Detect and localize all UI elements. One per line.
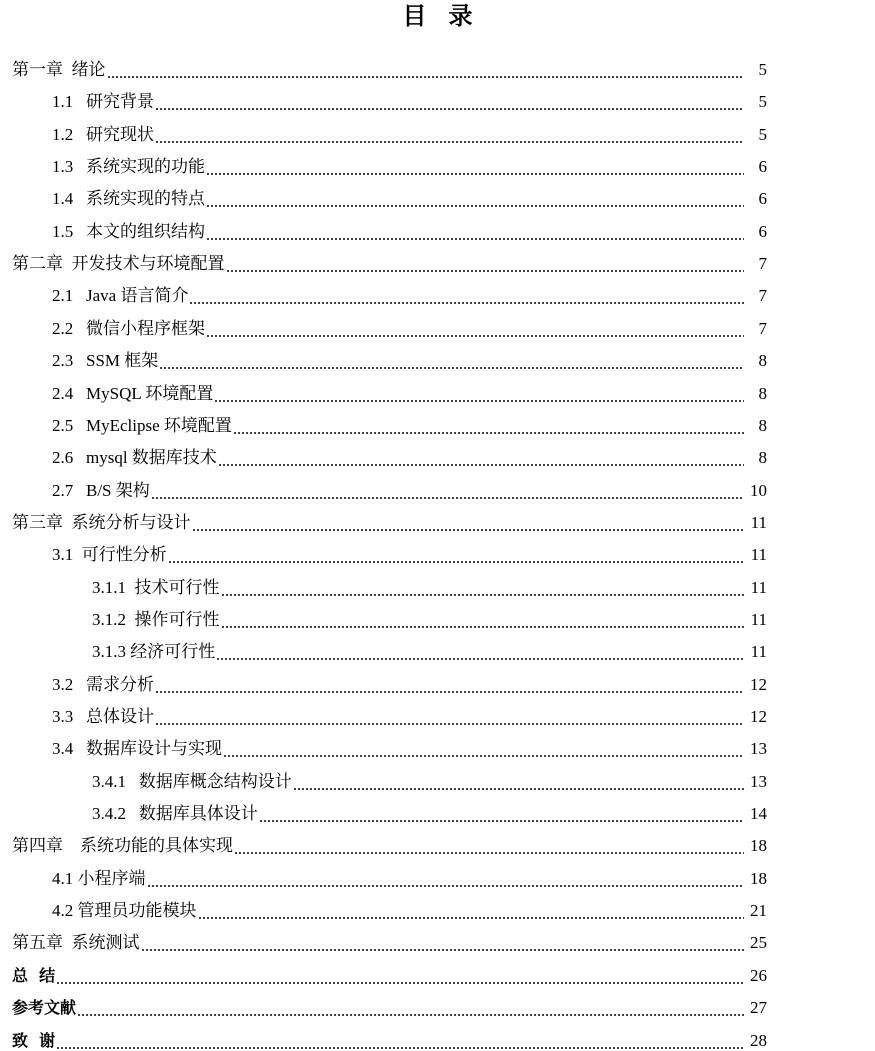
toc-entry[interactable] [12, 889, 767, 921]
toc-entry-page: 18 [750, 868, 767, 888]
toc-entry-label: 致 谢 [12, 1030, 56, 1050]
toc-entry-page: 10 [750, 480, 767, 500]
toc-entry-label: 2.5 MyEclipse 环境配置 [52, 415, 232, 435]
toc-entry[interactable] [12, 177, 767, 209]
toc-entry-label: 第四章 系统功能的具体实现 [12, 836, 233, 856]
dot-leader [216, 642, 744, 662]
toc-entry-label: 第一章 绪论 [12, 60, 106, 79]
toc-entry[interactable] [12, 339, 767, 371]
toc-entry-page: 11 [750, 512, 767, 532]
toc-entry[interactable] [12, 372, 767, 404]
toc-entry-label: 1.2 研究现状 [52, 124, 154, 144]
dot-leader [155, 707, 744, 727]
toc-entry-page: 11 [750, 577, 767, 597]
toc-entry-label: 2.3 SSM 框架 [52, 351, 159, 371]
toc-entry-label: 1.1 研究背景 [52, 92, 154, 112]
toc-entry-page: 8 [758, 448, 767, 468]
toc-entry[interactable] [12, 533, 767, 565]
toc-entry-page: 21 [750, 901, 767, 921]
toc-entry[interactable] [12, 598, 767, 630]
dot-leader [218, 448, 744, 468]
toc-entry[interactable] [12, 857, 767, 889]
toc-entry-page: 18 [750, 836, 767, 856]
dot-leader [107, 60, 745, 80]
toc-entry[interactable] [12, 986, 767, 1018]
toc-entry-page: 25 [750, 933, 767, 953]
toc-entry-label: 第五章 系统测试 [12, 933, 140, 953]
toc-entry[interactable] [12, 307, 767, 339]
toc-entry-label: 参考文献 [12, 998, 77, 1018]
dot-leader [168, 545, 744, 565]
dot-leader [214, 384, 744, 404]
dot-leader [56, 966, 744, 986]
toc-entry[interactable] [12, 242, 767, 274]
dot-leader [56, 1031, 744, 1051]
dot-leader [159, 351, 744, 371]
dot-leader [206, 189, 744, 209]
toc-entry-page: 12 [750, 707, 767, 726]
dot-leader [293, 772, 744, 792]
toc-entry[interactable] [12, 954, 767, 986]
toc-entry-page: 11 [750, 642, 767, 662]
dot-leader [259, 804, 744, 824]
toc-entry-page: 11 [750, 545, 767, 565]
dot-leader [189, 286, 744, 306]
toc-entry-label: 2.2 微信小程序框架 [52, 318, 205, 338]
dot-leader [155, 125, 744, 145]
toc-entry-page: 26 [750, 965, 767, 985]
toc-entry[interactable] [12, 501, 767, 533]
toc-entry-label: 4.2 管理员功能模块 [52, 901, 197, 921]
toc-entry-label: 4.1 小程序端 [52, 868, 146, 888]
toc-entry-page: 5 [758, 92, 767, 112]
toc-entry-label: 2.6 mysql 数据库技术 [52, 448, 217, 468]
dot-leader [77, 998, 744, 1018]
dot-leader [221, 578, 745, 598]
toc-entry-page: 7 [758, 286, 767, 306]
toc-entry[interactable] [12, 145, 767, 177]
dot-leader [206, 222, 744, 242]
dot-leader [151, 481, 744, 501]
dot-leader [233, 416, 744, 436]
dot-leader [234, 836, 744, 856]
toc-entry-label: 总 结 [12, 965, 56, 985]
toc-entry-page: 8 [758, 415, 767, 435]
toc-entry-label: 2.1 Java 语言简介 [52, 286, 189, 306]
dot-leader [155, 92, 744, 112]
toc-entry[interactable] [12, 436, 767, 468]
toc-entry-page: 13 [750, 771, 767, 791]
toc-entry-page: 12 [750, 674, 767, 694]
dot-leader [221, 610, 745, 630]
toc-entry-label: 2.7 B/S 架构 [52, 480, 150, 500]
dot-leader [198, 901, 745, 921]
dot-leader [226, 254, 745, 274]
toc-entry[interactable] [12, 921, 767, 953]
toc-entry[interactable] [12, 274, 767, 306]
toc-entry-label: 3.4.2 数据库具体设计 [92, 804, 258, 824]
toc-title: 目 录 [402, 4, 481, 30]
dot-leader [155, 675, 744, 695]
toc-entry-page: 11 [750, 609, 767, 629]
toc-entry[interactable] [12, 404, 767, 436]
toc-entry-label: 1.4 系统实现的特点 [52, 189, 205, 209]
toc-entry[interactable] [12, 80, 767, 112]
dot-leader [147, 869, 745, 889]
toc-entry-label: 3.1.2 操作可行性 [92, 609, 220, 629]
dot-leader [223, 739, 744, 759]
dot-leader [206, 319, 744, 339]
toc-entry-page: 7 [758, 254, 767, 274]
toc-entry[interactable] [12, 113, 767, 145]
toc-entry[interactable] [12, 792, 767, 824]
toc-entry-page: 27 [750, 998, 767, 1018]
toc-entry-page: 14 [750, 804, 767, 824]
toc-entry[interactable] [12, 210, 767, 242]
toc-entry-page: 5 [758, 60, 767, 79]
toc-entry-label: 3.4 数据库设计与实现 [52, 739, 222, 759]
toc-entry[interactable] [12, 727, 767, 759]
toc-entry-page: 6 [758, 189, 767, 209]
toc-entry-label: 3.2 需求分析 [52, 674, 154, 694]
toc-entry[interactable] [12, 48, 767, 80]
toc-entry-label: 第三章 系统分析与设计 [12, 512, 191, 532]
toc-entry-label: 第二章 开发技术与环境配置 [12, 254, 225, 274]
dot-leader [141, 933, 745, 953]
toc-entry[interactable] [12, 1019, 767, 1051]
toc-entry[interactable] [12, 760, 767, 792]
toc-entry[interactable] [12, 566, 767, 598]
toc-entry-page: 6 [758, 157, 767, 177]
toc-entry[interactable] [12, 695, 767, 727]
toc-entry-label: 3.1.1 技术可行性 [92, 577, 220, 597]
toc-entry-label: 3.1 可行性分析 [52, 545, 167, 565]
toc-entry-label: 3.3 总体设计 [52, 707, 154, 726]
toc-entry[interactable] [12, 824, 767, 856]
toc-entry-page: 8 [758, 351, 767, 371]
toc-entry-page: 28 [750, 1030, 767, 1050]
toc-entry-label: 1.3 系统实现的功能 [52, 157, 205, 177]
toc-entry-page: 13 [750, 739, 767, 759]
toc-entry-label: 3.4.1 数据库概念结构设计 [92, 771, 292, 791]
toc-entry-label: 3.1.3 经济可行性 [92, 642, 216, 662]
toc-entry-label: 1.5 本文的组织结构 [52, 221, 205, 241]
toc-entry[interactable] [12, 630, 767, 662]
toc-entry-page: 5 [758, 124, 767, 144]
toc-entry[interactable] [12, 469, 767, 501]
toc-entry-label: 2.4 MySQL 环境配置 [52, 383, 214, 403]
toc-entry-page: 7 [758, 318, 767, 338]
dot-leader [206, 157, 744, 177]
toc-entry-page: 6 [758, 221, 767, 241]
toc-entry-page: 8 [758, 383, 767, 403]
toc-entry[interactable] [12, 663, 767, 695]
dot-leader [192, 513, 745, 533]
